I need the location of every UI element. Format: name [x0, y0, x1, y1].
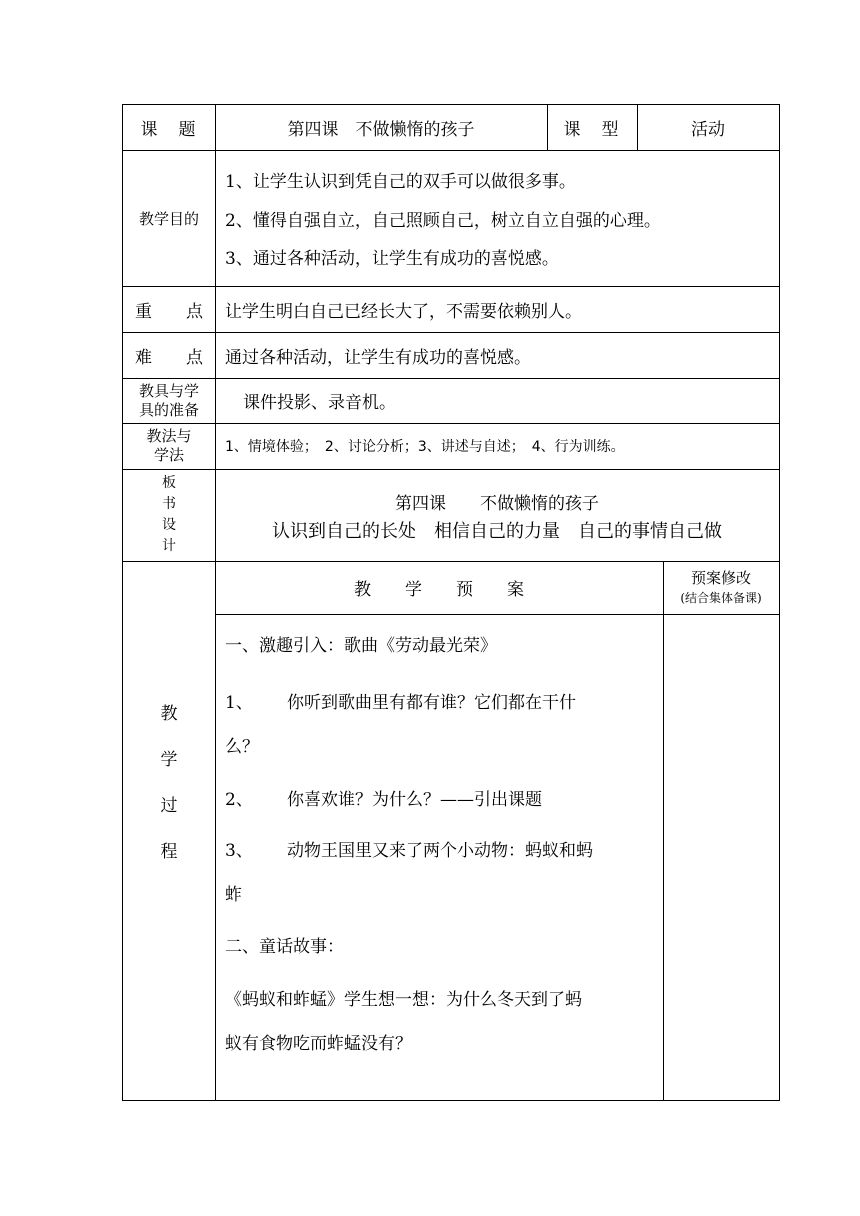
- methods-label-line: 教法与: [146, 427, 192, 445]
- goals-label: 教学目的: [138, 209, 199, 228]
- board-content: [215, 469, 779, 561]
- methods-label: [123, 423, 215, 469]
- tools-label-line: 具的准备: [138, 400, 199, 419]
- process-label: [123, 561, 215, 1100]
- tools-label: [123, 378, 215, 423]
- difficulty-label: 难 点: [135, 347, 203, 368]
- plan-content: [215, 614, 663, 1100]
- process-label-char: 程: [160, 842, 178, 862]
- plan-line: 蚱: [225, 885, 242, 905]
- board-line: 第四课 不做懒惰的孩子: [395, 494, 599, 514]
- plan-header: 教 学 预 案: [354, 580, 524, 600]
- board-label-char: 书: [162, 496, 176, 512]
- difficulty-value: 通过各种活动，让学生有成功的喜悦感。: [225, 347, 531, 368]
- type-label: 课 型: [563, 120, 621, 140]
- topic-value: 第四课 不做懒惰的孩子: [287, 120, 475, 140]
- goal-item: 1、让学生认识到凭自己的双手可以做很多事。: [225, 172, 576, 193]
- lesson-plan-table: [122, 104, 780, 1101]
- tools-label-line: 教具与学: [138, 381, 199, 400]
- type-value: 活动: [691, 120, 725, 140]
- methods-label-line: 学法: [153, 446, 184, 464]
- methods-value: 1、情境体验； 2、讨论分析；3、讲述与自述； 4、行为训练。: [225, 439, 625, 455]
- process-label-char: 教: [160, 704, 178, 724]
- process-label-char: 学: [160, 750, 178, 770]
- topic-label: 课 题: [140, 120, 198, 140]
- key-point-value: 让学生明白自己已经长大了，不需要依赖别人。: [225, 301, 582, 322]
- revise-header: [663, 561, 779, 614]
- board-line: 认识到自己的长处 相信自己的力量 自己的事情自己做: [272, 521, 722, 542]
- plan-line: 1、 你听到歌曲里有都有谁？它们都在干什: [225, 693, 576, 713]
- board-label: [123, 469, 215, 561]
- plan-line: 么？: [225, 737, 259, 757]
- board-label-char: 计: [162, 538, 176, 554]
- plan-line: 2、 你喜欢谁？为什么？——引出课题: [225, 790, 542, 810]
- plan-line: 二、童话故事：: [225, 937, 344, 957]
- plan-line: 一、激趣引入：歌曲《劳动最光荣》: [225, 636, 497, 656]
- plan-line: 蚁有食物吃而蚱蜢没有？: [225, 1034, 412, 1054]
- goal-item: 3、通过各种活动，让学生有成功的喜悦感。: [225, 248, 559, 269]
- revise-header-note: (结合集体备课): [680, 590, 762, 605]
- goals-list: [215, 150, 779, 286]
- plan-line: 《蚂蚁和蚱蜢》学生想一想：为什么冬天到了蚂: [225, 990, 582, 1010]
- tools-value: 课件投影、录音机。: [243, 393, 396, 413]
- key-point-label: 重 点: [135, 301, 203, 322]
- board-label-char: 板: [162, 475, 176, 491]
- board-label-char: 设: [162, 517, 176, 533]
- process-label-char: 过: [160, 796, 178, 816]
- plan-line: 3、 动物王国里又来了两个小动物：蚂蚁和蚂: [225, 841, 593, 861]
- goal-item: 2、懂得自强自立，自己照顾自己，树立自立自强的心理。: [225, 210, 661, 231]
- revise-content: [663, 614, 779, 1100]
- revise-header-title: 预案修改: [690, 568, 751, 587]
